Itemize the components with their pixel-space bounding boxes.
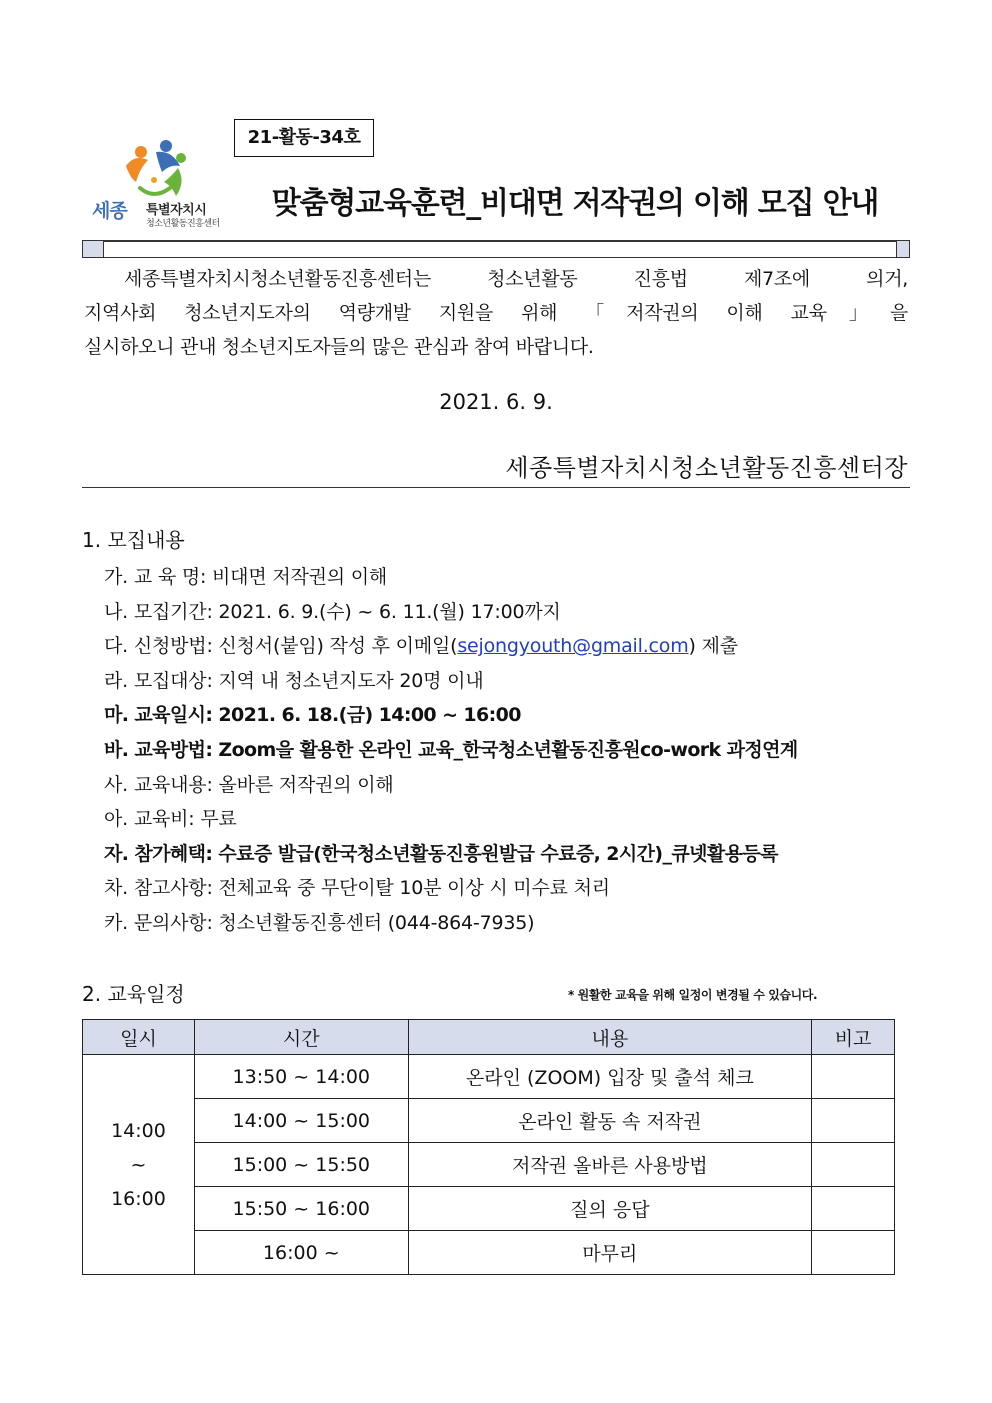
list-item: 마. 교육일시: 2021. 6. 18.(금) 14:00 ~ 16:00 — [104, 704, 521, 727]
time-cell: 15:50 ~ 16:00 — [194, 1187, 408, 1231]
document-title: 맞춤형교육훈련_비대면 저작권의 이해 모집 안내 — [271, 186, 879, 221]
intro-line: 지역사회 청소년지도자의 역량개발 지원을 위해 「저작권의 이해 교육」을 — [84, 302, 908, 324]
note-cell — [812, 1055, 895, 1099]
content-cell: 온라인 활동 속 저작권 — [408, 1099, 811, 1143]
date-cell-sep: ~ — [130, 1153, 147, 1176]
content-cell: 저작권 올바른 사용방법 — [408, 1143, 811, 1187]
list-item-text: 다. 신청방법: 신청서(붙임) 작성 후 이메일( — [104, 635, 458, 658]
list-item: 자. 참가혜택: 수료증 발급(한국청소년활동진흥원발급 수료증, 2시간)_큐넷활용등록 — [104, 842, 778, 865]
table-row — [83, 1143, 895, 1187]
time-cell: 13:50 ~ 14:00 — [194, 1055, 408, 1099]
logo-wordmark: 세종 — [92, 200, 127, 222]
column-header: 비고 — [812, 1020, 895, 1055]
time-cell: 16:00 ~ — [194, 1231, 408, 1275]
note-cell — [812, 1187, 895, 1231]
date-cell — [83, 1055, 195, 1275]
date-cell-end: 16:00 — [111, 1187, 166, 1210]
list-item-suffix: ) 제출 — [688, 635, 738, 658]
list-item: 바. 교육방법: Zoom을 활용한 온라인 교육_한국청소년활동진흥원co-work 과정연계 — [104, 738, 798, 761]
date-cell-start: 14:00 — [111, 1119, 166, 1142]
issuer-divider — [82, 487, 910, 488]
list-item: 나. 모집기간: 2021. 6. 9.(수) ~ 6. 11.(월) 17:00까지 — [104, 600, 561, 623]
note-cell — [812, 1099, 895, 1143]
list-item: 차. 참고사항: 전체교육 중 무단이탈 10분 이상 시 미수료 처리 — [104, 877, 610, 900]
logo-subtitle: 특별자치시 — [146, 203, 207, 218]
content-cell: 질의 응답 — [408, 1187, 811, 1231]
document-number: 21-활동-34호 — [234, 119, 374, 157]
title-divider-bar — [82, 240, 910, 258]
table-row — [83, 1099, 895, 1143]
table-row — [83, 1231, 895, 1275]
issue-date: 2021. 6. 9. — [439, 390, 553, 414]
intro-line: 세종특별자치시청소년활동진흥센터는 청소년활동 진흥법 제7조에 의거, — [124, 268, 908, 290]
email-link[interactable]: sejongyouth@gmail.com — [457, 635, 689, 658]
intro-line: 실시하오니 관내 청소년지도자들의 많은 관심과 참여 바랍니다. — [84, 336, 594, 358]
content-cell: 온라인 (ZOOM) 입장 및 출석 체크 — [408, 1055, 811, 1099]
schedule-note: * 원활한 교육을 위해 일정이 변경될 수 있습니다. — [568, 988, 818, 1002]
list-item: 아. 교육비: 무료 — [104, 808, 237, 831]
note-cell — [812, 1231, 895, 1275]
column-header: 시간 — [194, 1020, 408, 1055]
table-row — [83, 1055, 895, 1099]
recruitment-details-list — [104, 560, 924, 941]
time-cell: 15:00 ~ 15:50 — [194, 1143, 408, 1187]
section-heading: 1. 모집내용 — [82, 528, 185, 552]
column-header: 일시 — [83, 1020, 195, 1055]
list-item: 가. 교 육 명: 비대면 저작권의 이해 — [104, 566, 388, 588]
issuer-name: 세종특별자치시청소년활동진흥센터장 — [505, 454, 908, 482]
content-cell: 마무리 — [408, 1231, 811, 1275]
section-heading: 2. 교육일정 — [82, 982, 185, 1006]
list-item — [104, 629, 924, 664]
list-item: 사. 교육내용: 올바른 저작권의 이해 — [104, 773, 394, 796]
table-row — [83, 1187, 895, 1231]
time-cell: 14:00 ~ 15:00 — [194, 1099, 408, 1143]
table-header-row — [83, 1020, 895, 1055]
column-header: 내용 — [408, 1020, 811, 1055]
list-item: 라. 모집대상: 지역 내 청소년지도자 20명 이내 — [104, 669, 484, 692]
list-item: 카. 문의사항: 청소년활동진흥센터 (044-864-7935) — [104, 911, 535, 934]
logo-org-name: 청소년활동진흥센터 — [146, 219, 220, 229]
note-cell — [812, 1143, 895, 1187]
schedule-table — [82, 1019, 895, 1275]
intro-paragraph — [84, 262, 908, 364]
